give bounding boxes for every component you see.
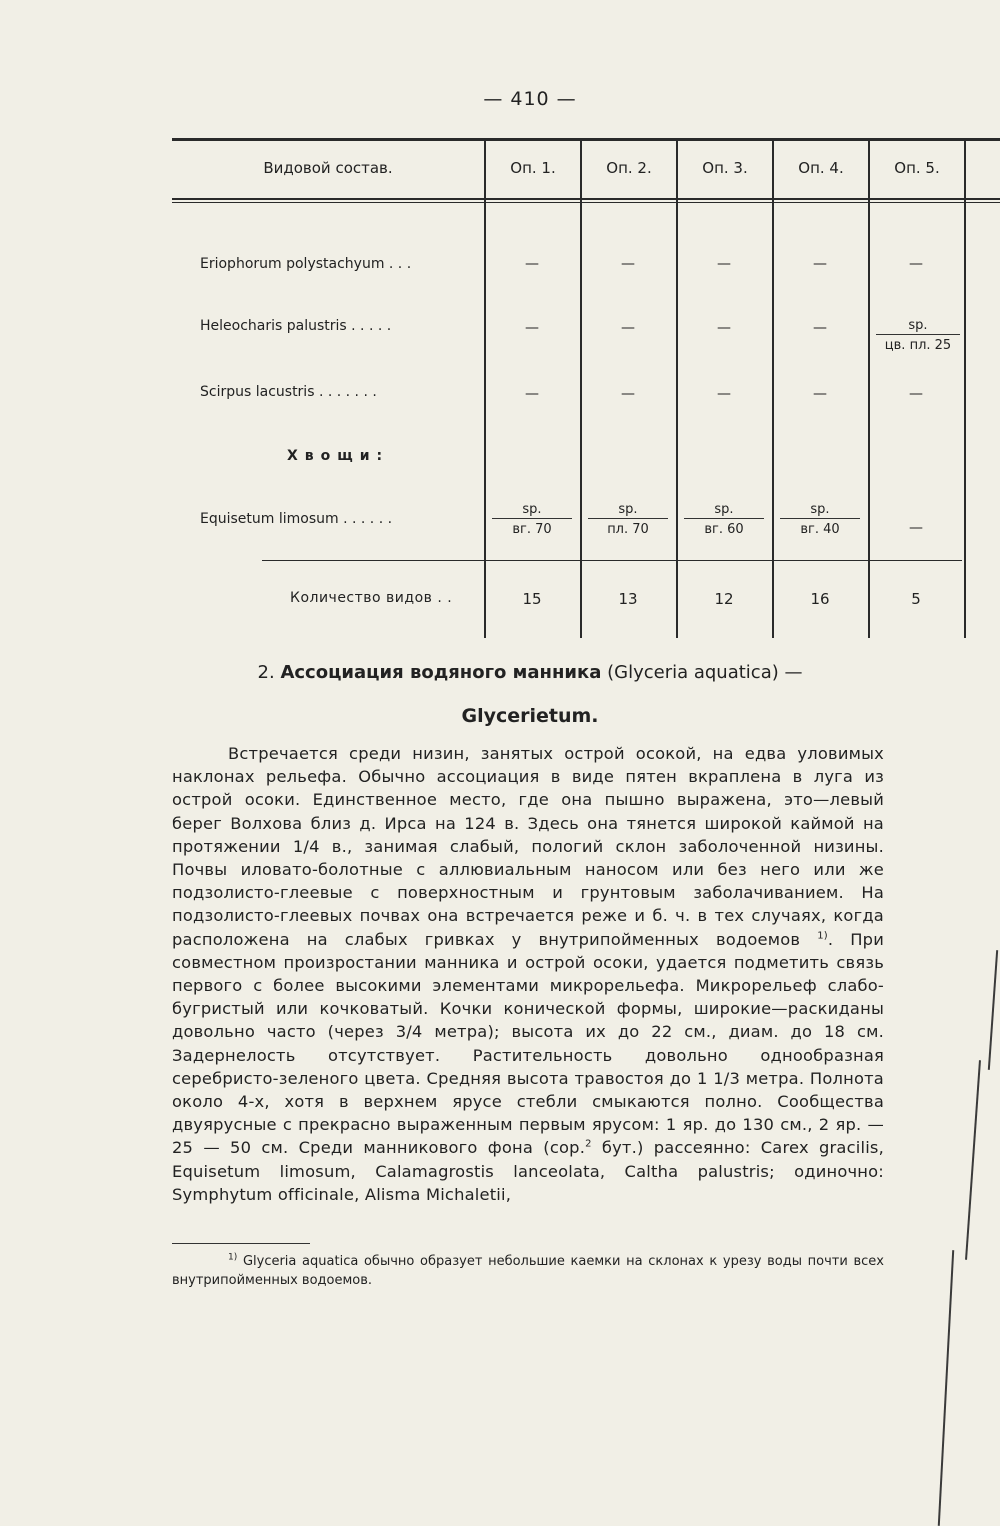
cell-value: — (717, 386, 731, 402)
cell-fraction (684, 502, 764, 537)
cell-value: — (525, 320, 539, 336)
count-value: 12 (714, 590, 734, 608)
count-rule (262, 560, 962, 561)
header-species: Видовой состав. (263, 159, 393, 177)
fraction: 1/4 (292, 836, 320, 856)
cell-value: — (909, 256, 923, 272)
col-divider-4 (772, 141, 774, 638)
fraction-top: sp. (780, 502, 860, 519)
table-top-rule (172, 138, 1000, 141)
cell-value: — (813, 256, 827, 272)
cell-value: — (525, 386, 539, 402)
header-op1: Оп. 1. (510, 159, 556, 177)
section-title-latin: (Glyceria aquatica) — (607, 662, 803, 683)
fraction-top: sp. (684, 502, 764, 519)
species-scirpus: Scirpus lacustris . . . . . . . (200, 384, 377, 400)
cell-fraction (588, 502, 668, 537)
page-number: — 410 — (483, 88, 577, 110)
cell-value: — (909, 520, 923, 536)
header-op4: Оп. 4. (798, 159, 844, 177)
fraction: 1 1/3 (696, 1068, 741, 1088)
text-run: в., занимая слабый, пологий склон заболоченной низины. Почвы иловато-болотные с аллювиальным наносом или без него или же подзолисто-глеевые с поверхностным и грунтовым заболачиванием. На подзолисто-глеевых почвах она встречается реже и б. ч. в тех случаях, когда расположена на слабых гривках у внутрипойменных водоемов (172, 836, 884, 949)
text-run: бут.) рассеянно: Carex gracilis, Equisetum limosum, Calamagrostis lanceolata, Caltha palustris; одиночно: Symphytum officinale, Alisma Michaletii, (172, 1138, 884, 1204)
cell-value: — (621, 256, 635, 272)
cell-value: — (717, 320, 731, 336)
section-title-bold: Ассоциация водяного манника (280, 662, 602, 683)
footnote-text: Glyceria aquatica обычно образует небольшие каемки на склонах к урезу воды почти всех внутрипойменных водоемов. (172, 1254, 884, 1288)
fraction-top: sp. (492, 502, 572, 519)
col-divider-6 (964, 141, 966, 638)
fraction-bottom: цв. пл. 25 (884, 338, 952, 353)
cell-value: — (909, 386, 923, 402)
section-number: 2. (257, 662, 275, 683)
species-equisetum: Equisetum limosum . . . . . . (200, 511, 393, 527)
cell-value: — (621, 386, 635, 402)
body-paragraph (172, 742, 884, 1206)
species-eriophorum: Eriophorum polystachyum . . . (200, 256, 412, 272)
footnote-rule (172, 1243, 310, 1244)
section-title (0, 662, 1000, 683)
header-op3: Оп. 3. (702, 159, 748, 177)
count-label: Количество видов . . (290, 590, 453, 606)
footnote-ref: 1) (817, 930, 828, 942)
cell-value: — (813, 320, 827, 336)
cell-value: — (717, 256, 731, 272)
fraction-bottom: вг. 60 (704, 522, 744, 537)
cell-fraction (492, 502, 572, 537)
section-subtitle: Glycerietum. (461, 705, 599, 727)
fraction: 3/4 (395, 1022, 423, 1042)
species-table (172, 138, 1000, 638)
count-value: 15 (522, 590, 542, 608)
cell-fraction (780, 502, 860, 537)
text-run: Встречается среди низин, занятых острой осокой, на едва уловимых наклонах рельефа. Обычно ассоциация в виде пятен вкраплена в луга из острой осоки. Единственное место, где она пышно выражена, это—левый берег Волхова близ д. Ирса на 124 в. Здесь она тянется широкой каймой на протяжении (172, 744, 884, 856)
fraction-bottom: вг. 70 (512, 522, 552, 537)
text-run: . При совместном произростании манника и острой осоки, удается подметить связь первого с более высокими элементами микрорельефа. Микрорельеф слабо-бугристый или кочковатый. Кочки конической формы, широкие—раскиданы довольно часто (через (172, 929, 884, 1042)
header-rule-2 (172, 202, 1000, 203)
cell-value: — (813, 386, 827, 402)
scan-edge-mark (938, 1250, 954, 1526)
count-value: 16 (810, 590, 830, 608)
scan-edge-mark (965, 1060, 981, 1260)
footnote-mark: 1) (228, 1252, 238, 1263)
count-value: 13 (618, 590, 638, 608)
col-divider-2 (580, 141, 582, 638)
text-run: метра. Полнота около 4-х, хотя в верхнем ярусе стебли смыкаются полно. Сообщества двуярусные с прекрасно выраженным первым ярусом: 1 яр. до 130 см., 2 яр. — 25 — 50 см. Среди манникового фона (сор. (172, 1068, 884, 1158)
col-divider-1 (484, 141, 486, 638)
col-divider-3 (676, 141, 678, 638)
cell-value: — (525, 256, 539, 272)
header-op5: Оп. 5. (894, 159, 940, 177)
fraction-bottom: пл. 70 (607, 522, 649, 537)
fraction-top: sp. (588, 502, 668, 519)
group-heading: Хвощи: (287, 448, 390, 464)
header-op2: Оп. 2. (606, 159, 652, 177)
superscript: 2 (585, 1139, 592, 1151)
fraction-bottom: вг. 40 (800, 522, 840, 537)
scan-edge-mark (988, 950, 998, 1070)
fraction-top: sp. (876, 318, 960, 335)
cell-fraction (876, 318, 960, 353)
col-divider-5 (868, 141, 870, 638)
species-heleocharis: Heleocharis palustris . . . . . (200, 318, 392, 334)
header-rule (172, 198, 1000, 200)
cell-value: — (621, 320, 635, 336)
count-value: 5 (911, 590, 921, 608)
text-run: метра); высота их до 22 см., диам. до 18 см. Задернелость отсутствует. Растительность довольно однообразная серебристо-зеленого цвета. Средняя высота травостоя до (172, 1022, 884, 1088)
footnote (172, 1252, 884, 1290)
